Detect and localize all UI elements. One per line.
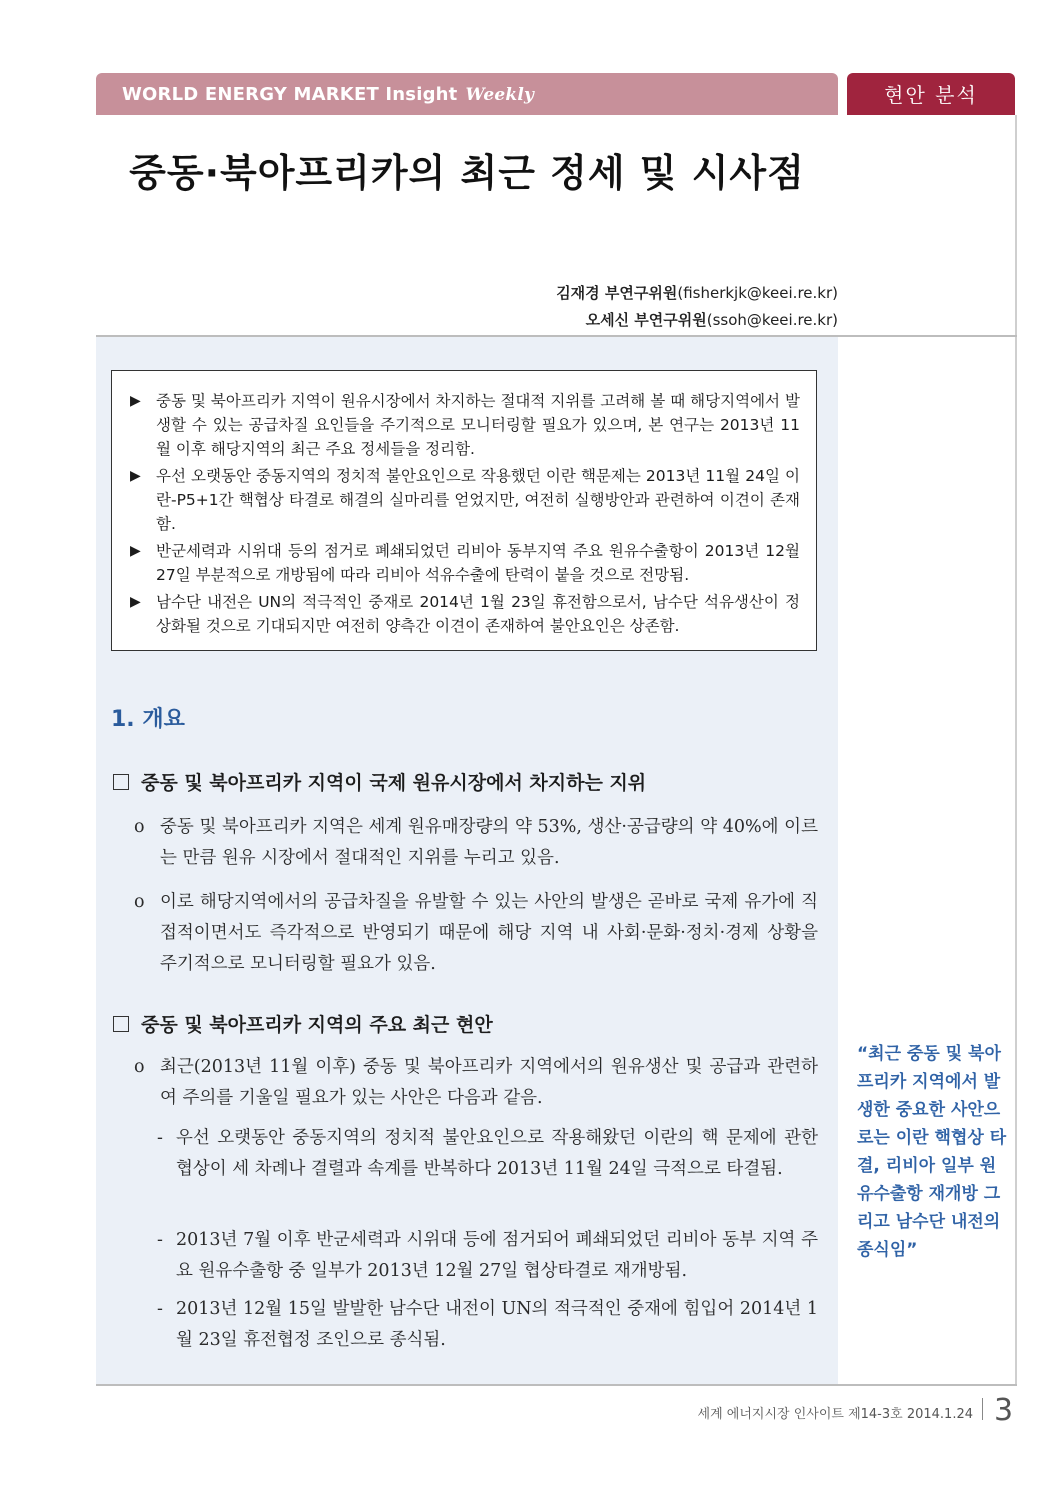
pull-quote: “최근 중동 및 북아프리카 지역에서 발생한 중요한 사안으로는 이란 핵협상 타결, 리비아 일부 원유수출항 재개방 그리고 남수단 내전의 종식임”	[857, 1044, 1007, 1260]
author-2: 오세신 부연구위원(ssoh@keei.re.kr)	[585, 311, 838, 329]
summary-item: ▶ 우선 오랫동안 중동지역의 정치적 불안요인으로 작용했던 이란 핵문제는 2013년 11월 24일 이란-P5+1간 핵협상 타결로 해결의 실마리를 얻었지만, 여전히 실행방안과 관련하여 이견이 존재함.	[130, 464, 800, 536]
brand-weekly: Weekly	[465, 85, 535, 105]
page-title: 중동·북아프리카의 최근 정세 및 시사점	[129, 151, 805, 195]
footer-text: 세계 에너지시장 인사이트 제14-3호 2014.1.24	[697, 1407, 973, 1422]
author-1: 김재경 부연구위원(fisherkjk@keei.re.kr)	[556, 284, 838, 302]
footer-separator	[982, 1398, 983, 1420]
dash-bullet-icon: -	[157, 1128, 163, 1148]
dash-bullet-icon: -	[157, 1299, 163, 1319]
brand-title: WORLD ENERGY MARKET Insight Weekly	[122, 84, 535, 105]
page-number: 3	[994, 1393, 1014, 1428]
summary-item: ▶ 남수단 내전은 UN의 적극적인 중재로 2014년 1월 23일 휴전함으로서, 남수단 석유생산이 정상화될 것으로 기대되지만 여전히 양측간 이견이 존재하여 불안요인은 상존함.	[130, 590, 800, 638]
checkbox-square-icon	[113, 1016, 129, 1032]
circle-bullet-icon: o	[134, 817, 145, 837]
dash-item: - 2013년 7월 이후 반군세력과 시위대 등에 점거되어 폐쇄되었던 리비아 동부 지역 주요 원유수출항 중 일부가 2013년 12월 27일 협상타결로 재개방됨.	[176, 1225, 818, 1287]
circle-bullet-icon: o	[134, 892, 145, 912]
section-tab: 현안 분석	[847, 73, 1015, 115]
paragraph: o 중동 및 북아프리카 지역은 세계 원유매장량의 약 53%, 생산·공급량의 약 40%에 이르는 만큼 원유 시장에서 절대적인 지위를 누리고 있음.	[160, 812, 818, 874]
bottom-rule	[96, 1384, 1017, 1386]
authors	[556, 280, 838, 334]
dash-bullet-icon: -	[157, 1230, 163, 1250]
header-bar	[96, 73, 838, 115]
circle-bullet-icon: o	[134, 1057, 145, 1077]
bullet-arrow-icon: ▶	[130, 468, 141, 484]
bullet-arrow-icon: ▶	[130, 543, 141, 559]
checkbox-square-icon	[113, 774, 129, 790]
section-heading: 1. 개요	[111, 707, 185, 732]
summary-item: ▶ 반군세력과 시위대 등의 점거로 폐쇄되었던 리비아 동부지역 주요 원유수출항이 2013년 12월 27일 부분적으로 개방됨에 따라 리비아 석유수출에 탄력이 붙을 것으로 전망됨.	[130, 539, 800, 587]
bullet-arrow-icon: ▶	[130, 594, 141, 610]
paragraph: o 이로 해당지역에서의 공급차질을 유발할 수 있는 사안의 발생은 곧바로 국제 유가에 직접적이면서도 즉각적으로 반영되기 때문에 해당 지역 내 사회·문화·정치·경제 상황을 주기적으로 모니터링할 필요가 있음.	[160, 887, 818, 980]
subsection-heading: 중동 및 북아프리카 지역의 주요 최근 현안	[113, 1010, 493, 1037]
summary-box	[111, 370, 817, 651]
bullet-arrow-icon: ▶	[130, 393, 141, 409]
dash-item: - 우선 오랫동안 중동지역의 정치적 불안요인으로 작용해왔던 이란의 핵 문제에 관한 협상이 세 차례나 결렬과 속계를 반복하다 2013년 11월 24일 극적으로 타결됨.	[176, 1123, 818, 1185]
subsection-heading: 중동 및 북아프리카 지역이 국제 원유시장에서 차지하는 지위	[113, 768, 646, 795]
right-divider	[1015, 115, 1017, 1385]
summary-item: ▶ 중동 및 북아프리카 지역이 원유시장에서 차지하는 절대적 지위를 고려해 볼 때 해당지역에서 발생할 수 있는 공급차질 요인들을 주기적으로 모니터링할 필요가 있으며, 본 연구는 2013년 11월 이후 해당지역의 최근 주요 정세들을 정리함.	[130, 389, 800, 461]
paragraph: o 최근(2013년 11월 이후) 중동 및 북아프리카 지역에서의 원유생산 및 공급과 관련하여 주의를 기울일 필요가 있는 사안은 다음과 같음.	[160, 1052, 818, 1114]
dash-item: - 2013년 12월 15일 발발한 남수단 내전이 UN의 적극적인 중재에 힘입어 2014년 1월 23일 휴전협정 조인으로 종식됨.	[176, 1294, 818, 1356]
